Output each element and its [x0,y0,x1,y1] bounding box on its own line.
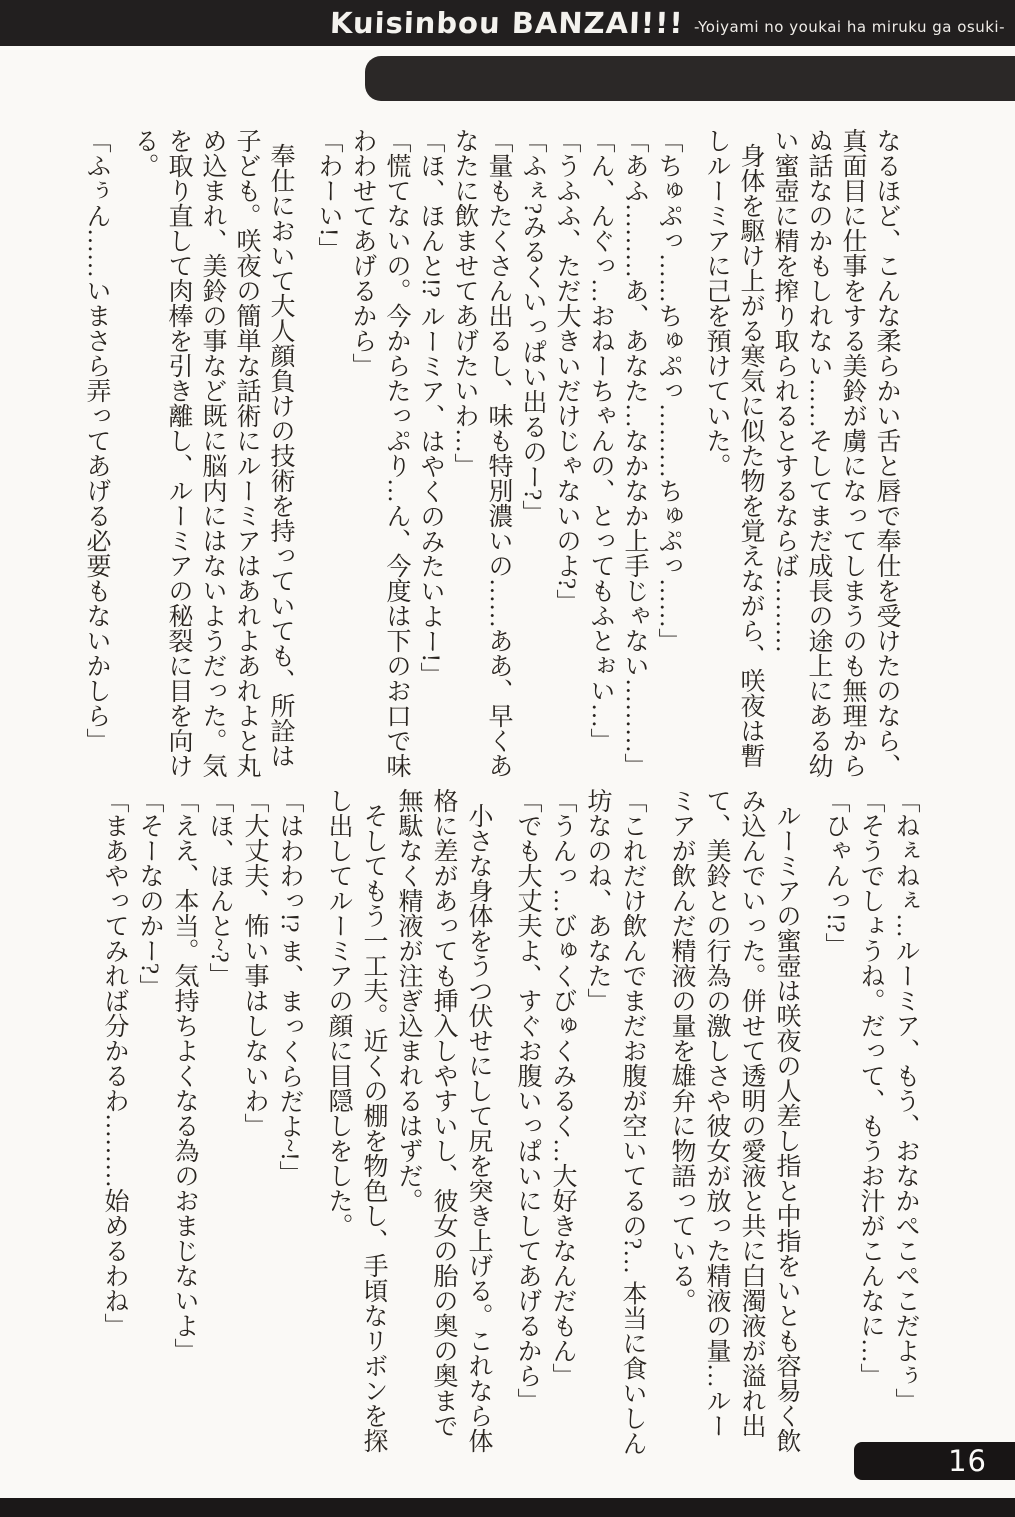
text-column-paragraph: 「でも大丈夫よ、すぐお腹いっぱいにしてあげるから」 [514,788,541,1413]
header-subtitle: -Yoiyami no youkai ha miruku ga osuki- [694,18,1005,36]
text-column-paragraph: 「ちゅぷっ……ちゅぷっ………ちゅぷっ……」 [655,128,682,653]
bottom-text-block [97,788,923,1458]
text-column-paragraph: ルーミアの蜜壺は咲夜の人差し指と中指をいとも容易く飲み込んでいった。併せて透明の愛液と共に白濁液が溢れ出て、美鈴との行為の激しさや彼女が放った精液の量…ルーミアが飲んだ精液の量を雄弁に物語っている。 [668,788,800,1453]
text-column-paragraph: 身体を駆け上がる寒気に似た物を覚えながら、咲夜は暫しルーミアに己を預けていた。 [703,128,764,768]
header-bar [0,0,1015,46]
text-column-paragraph: 「量もたくさん出るし、味も特別濃いの……ああ、早くあなたに飲ませてあげたいわ…」 [451,128,512,778]
page-number-badge [854,1442,1015,1480]
text-column-paragraph: なるほど、こんな柔らかい舌と唇で奉仕を受けたのなら、真面目に仕事をする美鈴が虜になってしまうのも無理からぬ話なのかもしれない……そしてまだ成長の途上にある幼い蜜壺に精を搾り取られるとするならば……… [771,128,900,778]
text-column-paragraph: 「うふふ、ただ大きいだけじゃないのよ?」 [553,128,580,615]
text-column-paragraph: 「ほ、ほんと!? ルーミア、はやくのみたいよー!」 [417,128,444,687]
top-text-block [79,128,903,784]
text-column-paragraph: 「ねぇねぇ…ルーミア、もう、おなかぺこぺこだよぅ」 [892,788,919,1413]
divider-bar [365,56,1015,101]
text-column-paragraph: 「うんっ…びゅくびゅくみるく…大好きなんだもん」 [549,788,576,1388]
text-column-paragraph: 「ふぅん……いまさら弄ってあげる必要もないかしら」 [83,128,110,753]
text-column-paragraph: 「ふぇ?みるくいっぱい出るのー?」 [519,128,546,526]
text-column-paragraph: 「これだけ飲んでまだお腹が空いてるの?… 本当に食いしん坊なのね、あなた」 [584,788,646,1456]
text-column-paragraph: 「わーい!」 [315,128,342,262]
text-column-paragraph: 奉仕において大人顔負けの技術を持っていても、所詮は子ども。咲夜の簡単な話術にルーミアはあれよあれよと丸め込まれ、美鈴の事など既に脳内にはないようだった。気を取り直して肉棒を引き離し、ルーミアの秘裂に目を向ける。 [131,128,294,778]
text-column-paragraph: 「ひゃんっ!?」 [822,788,849,958]
text-column-paragraph: 小さな身体をうつ伏せにして尻を突き上げる。これなら体格に差があっても挿入しやすいし、彼女の胎の奥の奥まで無駄なく精液が注ぎ込まれるはずだ。 [395,788,492,1453]
text-column-paragraph: 「まあやってみれば分かるわ………始めるわね」 [101,788,128,1338]
text-column-paragraph: 「そーなのかー?」 [136,788,163,1000]
text-column-paragraph: 「ん、んぐっ…おねーちゃんの、とってもふとぉい…」 [587,128,614,753]
text-column-paragraph: 「そうでしょうね。だって、もうお汁がこんなに…」 [857,788,884,1388]
text-column-paragraph: 「はわわっ!? ま、まっくらだよ~!」 [276,788,303,1186]
text-column-paragraph: そしてもう一工夫。近くの棚を物色し、手頃なリボンを探し出してルーミアの顔に目隠しをした。 [325,788,387,1453]
footer-bar [0,1498,1015,1517]
text-column-paragraph: 「大丈夫、怖い事はしないわ」 [241,788,268,1138]
header-title: Kuisinbou BANZAI!!! [329,6,685,40]
text-column-paragraph: 「ええ、本当。気持ちよくなる為のおまじないよ」 [171,788,198,1363]
page-number: 16 [948,1444,987,1478]
text-column-paragraph: 「ほ、ほんと~?」 [206,788,233,988]
text-column-paragraph: 「慌てないの。今からたっぷり…ん、今度は下のお口で味わわせてあげるから」 [349,128,410,778]
text-column-paragraph: 「あふ………あ、あなた…なかなか上手じゃない………」 [621,128,648,778]
